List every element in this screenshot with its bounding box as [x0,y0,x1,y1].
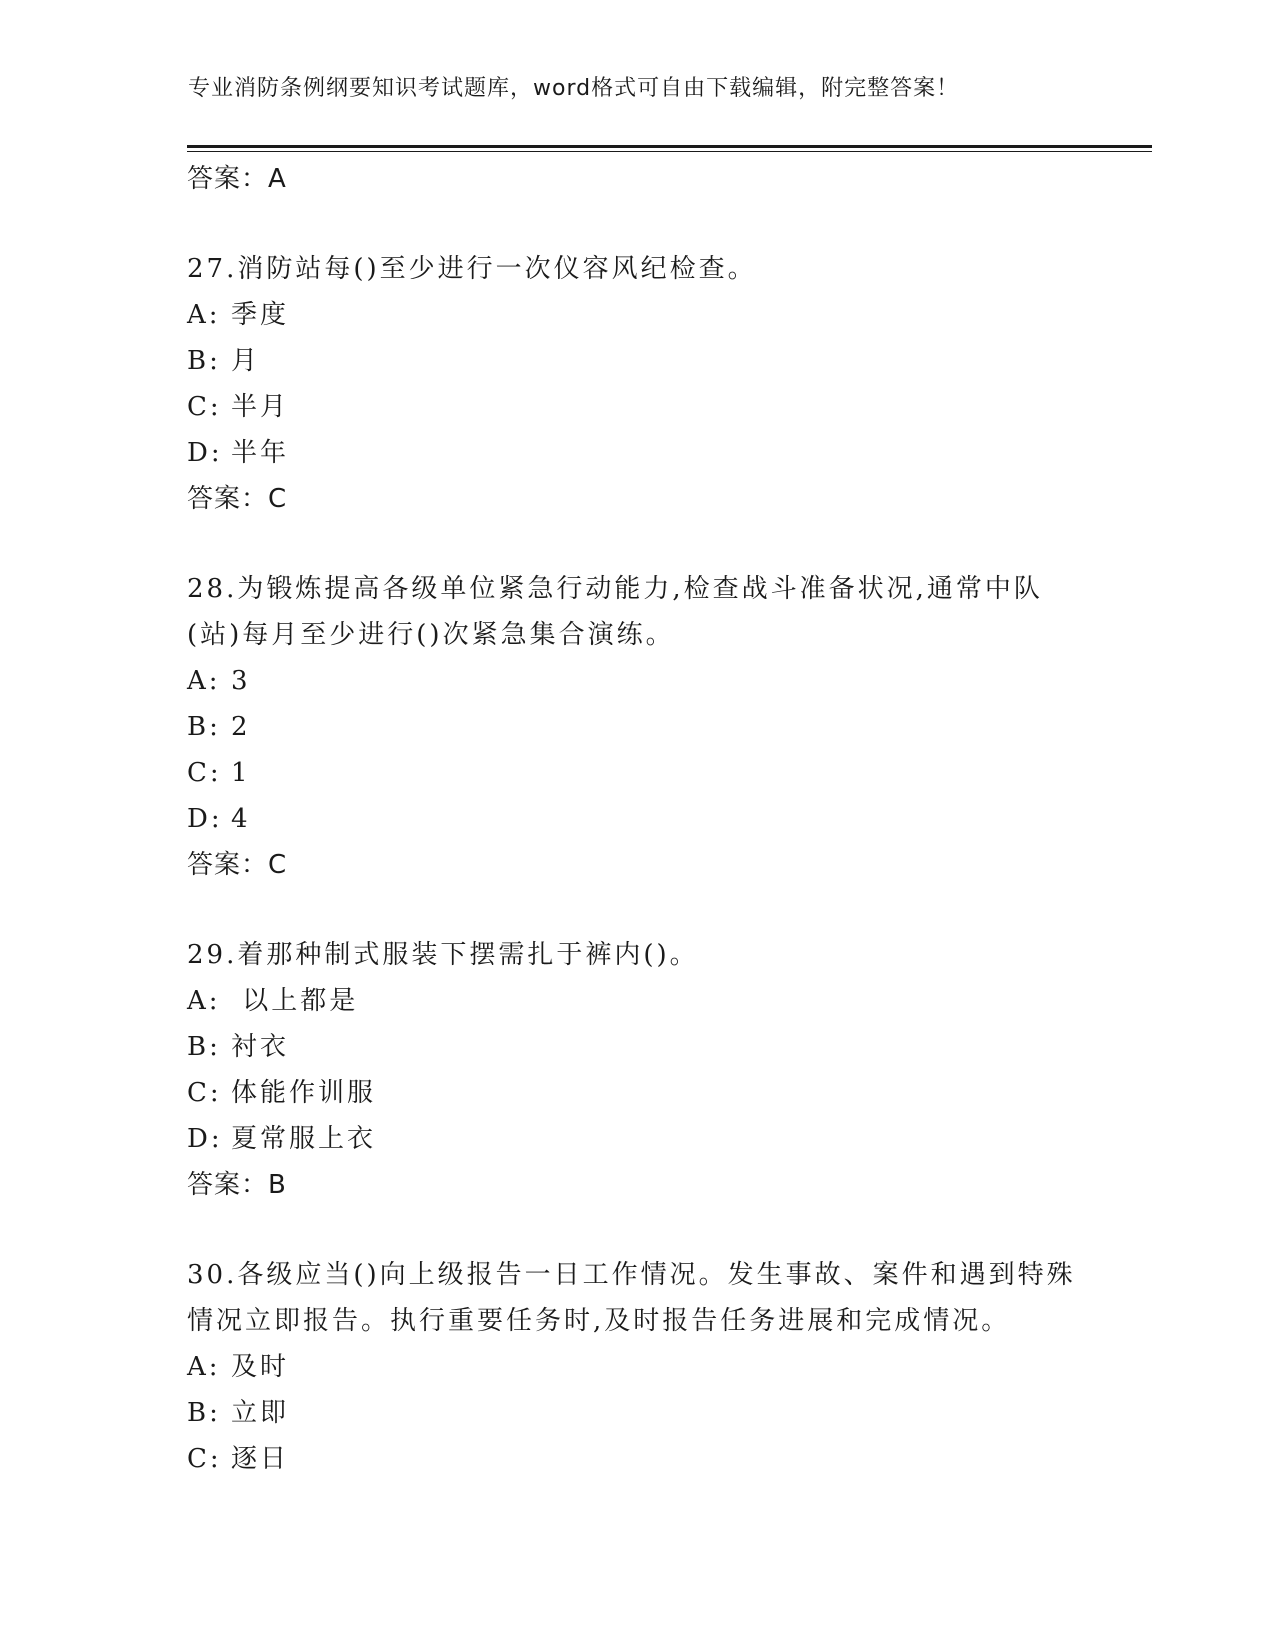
document-header: 专业消防条例纲要知识考试题库，word格式可自由下载编辑，附完整答案！ [188,76,960,101]
option-row [187,430,1107,476]
question-text: 29.着那种制式服装下摆需扎于裤内()。 [187,940,699,970]
option-row [187,704,1107,750]
answer-value: C [268,850,288,880]
option-text: 逐日 [231,1444,290,1474]
option-row [187,1024,1107,1070]
option-letter: D: [187,1124,223,1154]
answer-label: 答案： [187,1170,269,1200]
question-text: 30.各级应当()向上级报告一日工作情况。发生事故、案件和遇到特殊情况立即报告。执行重要任务时,及时报告任务进展和完成情况。 [187,1260,1076,1336]
question-block [187,566,1107,888]
option-letter: D: [187,804,223,834]
answer-label: 答案： [187,850,269,880]
option-row [187,978,1107,1024]
option-text: 4 [231,804,251,834]
answer-label: 答案： [187,164,269,194]
header-rule-thick [187,145,1152,148]
option-text: 夏常服上衣 [231,1124,377,1154]
option-letter: B: [187,1032,221,1062]
option-letter: C: [187,392,222,422]
option-text: 及时 [231,1352,290,1382]
option-letter: B: [187,712,221,742]
option-text: 半年 [231,438,290,468]
answer-line [187,1162,1107,1208]
option-text: 月 [231,346,261,376]
answer-line [187,476,1107,522]
option-text: 1 [231,758,251,788]
option-letter: B: [187,346,221,376]
question-block [187,932,1107,1208]
option-row [187,1116,1107,1162]
option-row [187,750,1107,796]
option-row [187,1390,1107,1436]
option-row [187,338,1107,384]
option-letter: D: [187,438,223,468]
option-letter: C: [187,1444,222,1474]
option-letter: A: [187,986,221,1016]
option-text: 2 [231,712,251,742]
option-text: 季度 [231,300,290,330]
option-row [187,292,1107,338]
question-list [187,156,1107,1482]
question-text: 27.消防站每()至少进行一次仪容风纪检查。 [187,254,757,284]
option-letter: A: [187,666,221,696]
option-row [187,384,1107,430]
header-rule-thin [187,151,1152,152]
option-row [187,1436,1107,1482]
option-text: 以上都是 [231,986,359,1016]
option-text: 立即 [231,1398,290,1428]
option-row [187,1070,1107,1116]
option-row [187,658,1107,704]
option-row [187,1344,1107,1390]
question-block [187,1252,1107,1482]
question-block [187,156,1107,202]
option-letter: A: [187,1352,221,1382]
answer-line [187,156,1107,202]
answer-value: A [268,164,287,194]
option-text: 半月 [231,392,290,422]
question-block [187,246,1107,522]
option-letter: C: [187,1078,222,1108]
option-text: 衬衣 [231,1032,290,1062]
option-row [187,796,1107,842]
option-text: 3 [231,666,251,696]
question-text: 28.为锻炼提高各级单位紧急行动能力,检查战斗准备状况,通常中队(站)每月至少进行()次紧急集合演练。 [187,574,1043,650]
answer-value: B [268,1170,287,1200]
option-letter: B: [187,1398,221,1428]
option-text: 体能作训服 [231,1078,377,1108]
answer-label: 答案： [187,484,269,514]
answer-line [187,842,1107,888]
answer-value: C [268,484,288,514]
option-letter: C: [187,758,222,788]
option-letter: A: [187,300,221,330]
